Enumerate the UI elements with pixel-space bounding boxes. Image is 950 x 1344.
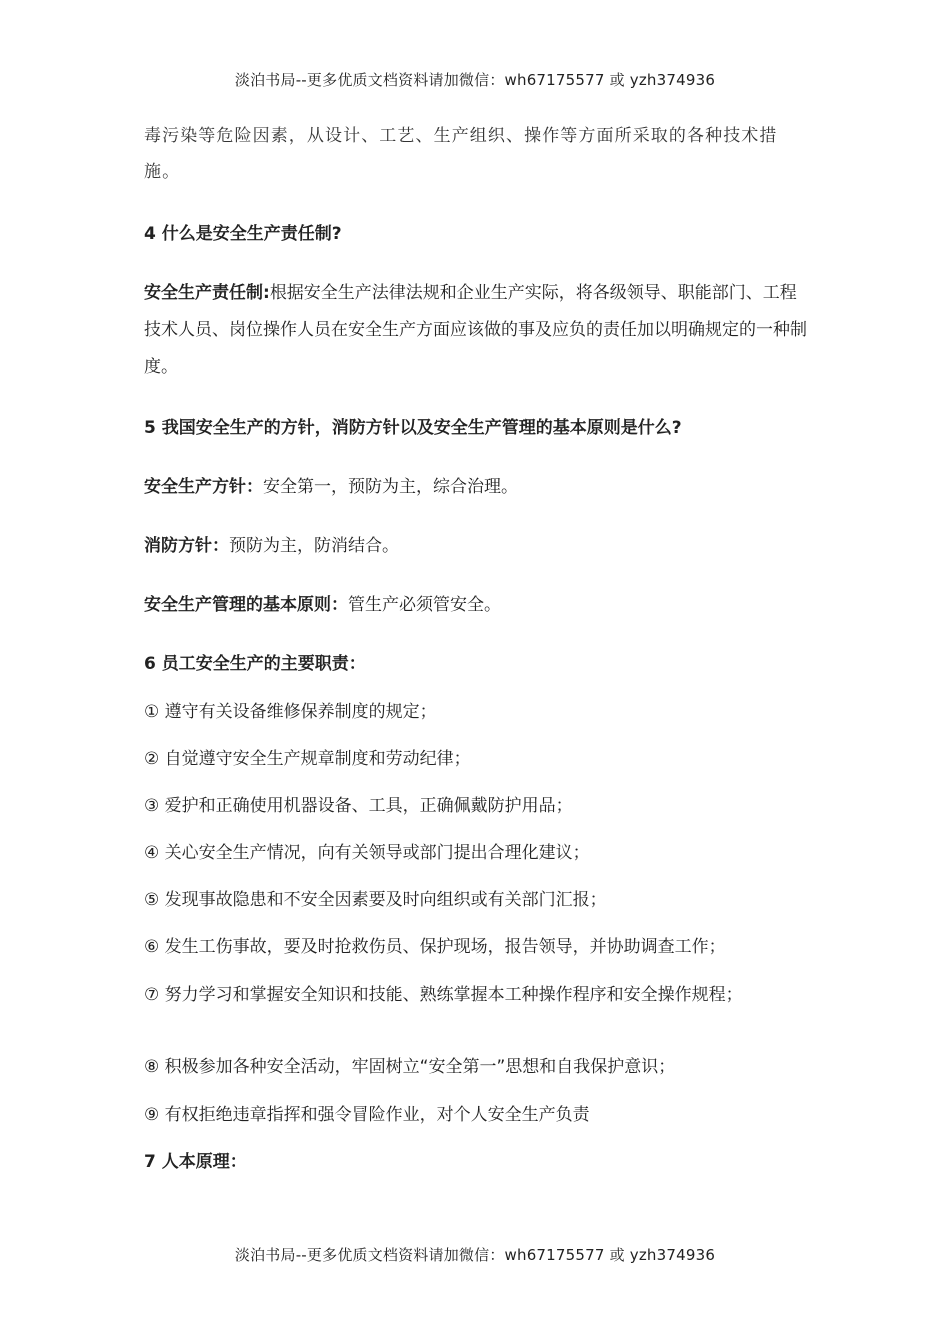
- page-header: 淡泊书局--更多优质文档资料请加微信：wh67175577 或 yzh374936: [234, 71, 716, 89]
- q5-item: [144, 528, 812, 565]
- q7-heading: 7 人本原理：: [144, 1152, 247, 1172]
- q5-item-term: 安全生产管理的基本原则：: [144, 595, 348, 615]
- q5-item-term: 安全生产方针：: [144, 477, 263, 497]
- q5-item: [144, 587, 812, 624]
- q4-text: 根据安全生产法律法规和企业生产实际，将各级领导、职能部门、工程技术人员、岗位操作人员在安全生产方面应该做的事及应负的责任加以明确规定的一种制度。: [144, 283, 807, 377]
- duty-item: ⑥ 发生工伤事故，要及时抢救伤员、保护现场，报告领导，并协助调查工作；: [144, 937, 726, 957]
- q4-answer: [144, 275, 812, 386]
- page-footer: 淡泊书局--更多优质文档资料请加微信：wh67175577 或 yzh374936: [234, 1246, 716, 1264]
- q5-item-text: 管生产必须管安全。: [348, 595, 501, 615]
- q5-item-text: 安全第一，预防为主，综合治理。: [263, 477, 518, 497]
- q6-heading: 6 员工安全生产的主要职责：: [144, 654, 366, 674]
- intro-continuation: 毒污染等危险因素，从设计、工艺、生产组织、操作等方面所采取的各种技术措施。: [144, 126, 778, 182]
- duty-item: ⑤ 发现事故隐患和不安全因素要及时向组织或有关部门汇报；: [144, 890, 607, 910]
- duty-item: ① 遵守有关设备维修保养制度的规定；: [144, 702, 437, 722]
- q4-heading: 4 什么是安全生产责任制?: [144, 224, 342, 244]
- q5-item: [144, 469, 812, 506]
- duty-item: ⑨ 有权拒绝违章指挥和强令冒险作业，对个人安全生产负责: [144, 1105, 590, 1125]
- duty-item: ② 自觉遵守安全生产规章制度和劳动纪律；: [144, 749, 471, 769]
- duty-item: ⑦ 努力学习和掌握安全知识和技能、熟练掌握本工种操作程序和安全操作规程；: [144, 985, 743, 1005]
- q5-item-text: 预防为主，防消结合。: [229, 536, 399, 556]
- q5-heading: 5 我国安全生产的方针，消防方针以及安全生产管理的基本原则是什么?: [144, 418, 682, 438]
- duty-item: ⑧ 积极参加各种安全活动，牢固树立“安全第一”思想和自我保护意识；: [144, 1057, 676, 1077]
- duty-item: ④ 关心安全生产情况，向有关领导或部门提出合理化建议；: [144, 843, 590, 863]
- q4-term: 安全生产责任制:: [144, 283, 270, 303]
- q5-item-term: 消防方针：: [144, 536, 229, 556]
- duty-item: ③ 爱护和正确使用机器设备、工具，正确佩戴防护用品；: [144, 796, 573, 816]
